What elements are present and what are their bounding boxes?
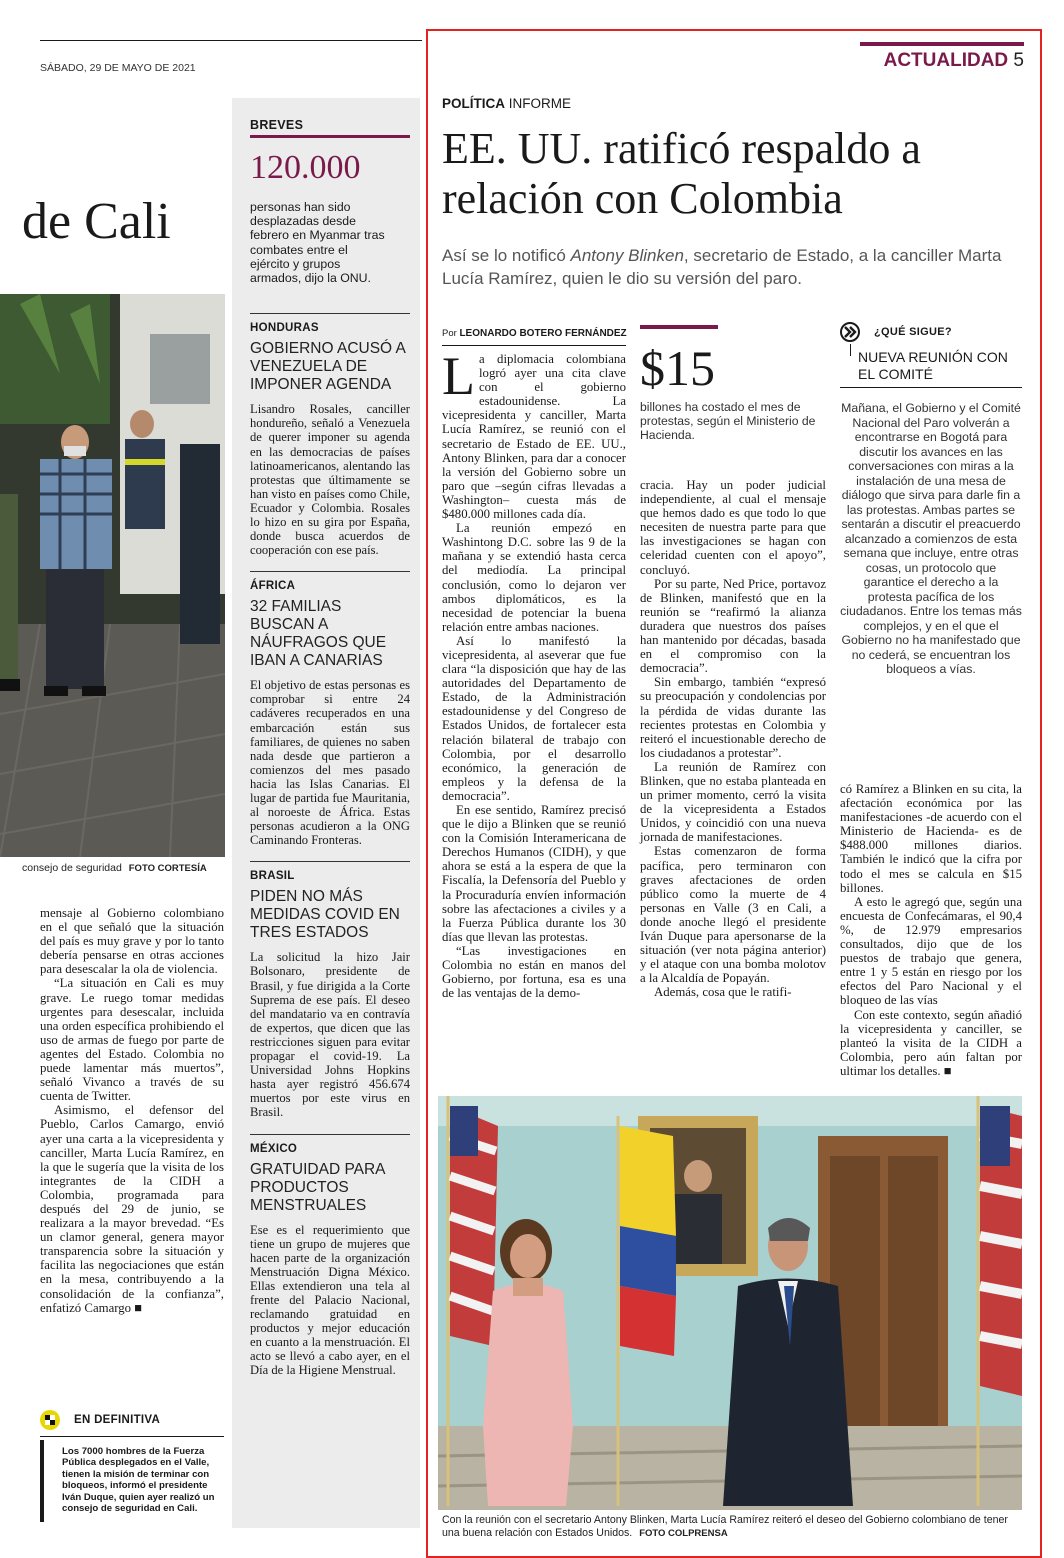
brief-title: GRATUIDAD PARA PRODUCTOS MENSTRUALES (250, 1160, 385, 1214)
breves-divider (250, 313, 410, 314)
left-photo (0, 294, 225, 857)
brief-title: PIDEN NO MÁS MEDIDAS COVID EN TRES ESTADOS (250, 888, 400, 942)
figure-value: $15 (640, 340, 715, 396)
brief-text: Ese es el requerimiento que tiene un grupo de mujeres que hacen parte de la organización Menstruación Digna México. Ellas extendieron una tela al frente del Palacio Nacional, reclamando gratuidad en productos y mejor educación en cuanto a la menstruación. El acto se llevó a cabo ayer, en el Día de la Higiene Menstrual. (250, 1222, 410, 1378)
left-headline: de Cali (22, 193, 171, 250)
left-photo-caption (22, 862, 207, 874)
breves-divider (250, 1134, 410, 1135)
page-number: 5 (1013, 50, 1024, 71)
breves-divider (250, 861, 410, 862)
main-caption-text: Con la reunión con el secretario Antony Blinken, Marta Lucía Ramírez reiteró el deseo del Gobierno colombiano de tener una buena relación con Estados Unidos. (442, 1514, 1008, 1539)
brief-text: El objetivo de estas personas es comprobar si entre 24 cadáveres recuperados en una embarcación están sus familiares, de quienes no saben nada desde que partieron a comienzos del mes pasado hacia las Islas Canarias. El lugar de partida fue Mauritania, al noroeste de África. Estas personas acudieron a la ONG Caminando Fronteras. (250, 678, 410, 848)
subhead-pre: Así se lo notificó (442, 246, 571, 265)
main-photo-caption (442, 1514, 1022, 1540)
que-sigue-label: ¿QUÉ SIGUE? (874, 326, 952, 338)
left-paragraph: “La situación en Cali es muy grave. Le ruego tomar medidas urgentes para desescalar, incluida una orden específica prohibiendo el uso de armas de fuego por parte de agentes del Estado. Colombia no puede lamentar más muertos”, señaló Vivanco a través de su cuenta de Twitter. (40, 976, 224, 1104)
section-name: ACTUALIDAD (883, 50, 1009, 71)
brief-country: MÉXICO (250, 1142, 298, 1155)
article-paragraph: La reunión empezó en Washintong D.C. sobre las 9 de la mañana y se extendió hasta cerca del mediodía. La principal conclusión, como lo dejaron ver ambos diplomáticos, es la necesidad de potenciar la buena relación entre ambas naciones. (442, 521, 626, 634)
fast-forward-icon (840, 322, 860, 342)
article-paragraph: Estas comenzaron de forma pacífica, pero terminaron con graves afectaciones de orden público como la muerte de 4 personas en Valle (3 en Cali, a donde anoche llegó el presidente Iván Duque para apersonarse de la situación (ver nota página anterior) y el ataque con una bomba molotov a la Alcaldía de Popayán. (640, 844, 826, 986)
section-bar (860, 42, 1024, 46)
section-header (860, 50, 1024, 72)
article-paragraph: cracia. Hay un poder judicial independiente, al cual el mensaje que hemos dado es que todo lo que necesiten de nuestra parte para que las investigaciones se hagan con celeridad cuenten con el apoyo”, concluyó. (640, 478, 826, 577)
breves-figure-text: personas han sido desplazadas desde febrero en Myanmar tras combates entre el ejército y grupos armados, dijo la ONU. (250, 200, 385, 286)
que-sigue-title: NUEVA REUNIÓN CON EL COMITÉ (858, 349, 1008, 382)
breves-rule (250, 135, 410, 138)
top-rule (40, 40, 422, 41)
article-paragraph: có Ramírez a Blinken en su cita, la afectación económica por las manifestaciones -de acuerdo con el Ministerio de Hacienda- es de $488.000 millones diarios. También le indicó que la cifra por todo el mes se calcula en $15 billones. (840, 782, 1022, 895)
article-paragraph: La reunión de Ramírez con Blinken, que no estaba planteada en un primer momento, cerró la visita de la vicepresidenta a Estados Unidos, y coincidió con una nueva jornada de manifestaciones. (640, 759, 826, 845)
en-definitiva-rule (40, 1436, 224, 1437)
que-sigue-rule (840, 387, 1022, 388)
que-sigue-text: Mañana, el Gobierno y el Comité Nacional del Paro volverán a encontrarse en Bogotá para discutir los avances en las conversaciones con miras a la instalación de una mesa de diálogo que sirva para darle fin a las protestas. Ambas partes se sentarán a discutir el preacuerdo alcanzado a comienzos de esta semana que incluye, entre otras cosas, un protocolo que garantice el derecho a la protesta pacífica de los ciudadanos. Entre los temas más complejos, y en el que el Gobierno no ha manifestado que no cederá, se encuentran los bloqueos a vías. (840, 401, 1022, 676)
brief-country: HONDURAS (250, 322, 319, 335)
article-col3 (840, 782, 1022, 1078)
page-date: SÁBADO, 29 DE MAYO DE 2021 (40, 62, 196, 74)
main-photo-illustration (438, 1096, 1022, 1510)
main-photo-credit: FOTO COLPRENSA (639, 1528, 728, 1539)
byline-prefix: Por (442, 328, 457, 339)
article-col1 (442, 346, 626, 1001)
article-paragraph: Por su parte, Ned Price, portavoz de Blinken, manifestó que en la reunión se “reafirmó la alianza duradera que nuestros dos países han mantenido por décadas, basada en el compromiso con la democracia”. (640, 576, 826, 676)
article-paragraph: “Las investigaciones en Colombia no están en manos del Gobierno, por fortuna, esa es una de las ventajas de la demo- (442, 943, 626, 1001)
brief-text: La solicitud la hizo Jair Bolsonaro, presidente de Brasil, y fue dirigida a la Corte Suprema de ese país. El deseo del mandatario va en contravía de expertos, que dicen que las restricciones siguen para evitar propagar el covid-19. La Universidad Johns Hopkins hasta ayer registró 456.674 muertos por este virus en Brasil. (250, 950, 410, 1120)
byline-name: LEONARDO BOTERO FERNÁNDEZ (459, 328, 627, 339)
breves-label: BREVES (250, 118, 304, 132)
left-paragraph: Asimismo, el defensor del Pueblo, Carlos Camargo, envió ayer una carta a la vicepresidenta y canciller, Marta Lucía Ramírez, en la que le sugería que la visita de los integrantes de la CIDH a Colombia, programada para después del 29 de junio, se realizara a la mayor brevedad. “Es un clamor general, genera mayor transparencia sobre la situación y facilita las negociaciones que están en la mesa, contribuyendo a la consolidación de la confianza”, enfatizó Camargo ■ (40, 1103, 224, 1315)
main-photo (438, 1096, 1022, 1510)
article-headline: EE. UU. ratificó respaldo a relación con Colombia (442, 124, 921, 223)
brief-title: 32 FAMILIAS BUSCAN A NÁUFRAGOS QUE IBAN A CANARIAS (250, 598, 387, 670)
article-paragraph: Así lo manifestó la vicepresidenta, al aseverar que fue clara “la disposición que hay de las autoridades del Departamento de Estado, de la Administración estadounidense y del Congreso de Estados Unidos, de fortalecer esta relación bilateral de trabajo con Colombia, por el desarrollo económico, la generación de empleos y la defensa de la democracia”. (442, 633, 626, 803)
article-section-tag (442, 96, 571, 111)
brief-text: Lisandro Rosales, canciller hondureño, señaló a Venezuela de querer imponer su agenda en las democracias de países latinoamericanos, alentando las protestas que últimamente se han visto en países como Chile, Ecuador y Colombia. Rosales lo hizo en su gira por España, donde busca acuerdos de cooperación con ese país. (250, 402, 410, 558)
figure-text: billones ha costado el mes de protestas, según el Ministerio de Hacienda. (640, 400, 816, 443)
article-col2 (640, 478, 826, 999)
subhead-post: , secretario de Estado, a la canciller Marta Lucía Ramírez, quien le dio su versión del paro. (442, 246, 1002, 288)
article-paragraph: Además, cosa que le ratifi- (654, 985, 792, 1000)
figure-bar (640, 325, 718, 329)
breves-divider (250, 571, 410, 572)
checkered-flag-icon (40, 1410, 60, 1430)
brief-country: BRASIL (250, 870, 295, 883)
breves-column (250, 98, 410, 1378)
brief-title: GOBIERNO ACUSÓ A VENEZUELA DE IMPONER AGENDA (250, 340, 406, 394)
left-article-body (40, 906, 224, 1315)
article-paragraph: En ese sentido, Ramírez precisó que le dijo a Blinken que se reunió con la Comisión Interamericana de Derechos Humanos (CIDH), y que ahora se está a la espera de que la Fiscalía, la Defensoría del Pueblo y la Procuraduría envíen información sobre las afectaciones a civiles y a la Fuerza Pública durante los 30 días que llevan las protestas. (442, 803, 626, 944)
subhead-name: Antony Blinken (570, 246, 684, 265)
byline (442, 328, 627, 339)
en-definitiva-text: Los 7000 hombres de la Fuerza Pública desplegados en el Valle, tienen la misión de terminar con bloqueos, informó el presidente Iván Duque, quien ayer realizó un consejo de seguridad en Cali. (62, 1446, 215, 1515)
en-definitiva-label: EN DEFINITIVA (74, 1414, 161, 1426)
article-paragraph: Sin embargo, también “expresó su preocupación y condolencias por la pérdida de vidas durante las recientes protestas en Colombia y reiteró el incuestionable derecho de los ciudadanos a protestar”. (640, 675, 826, 760)
que-sigue-connector (850, 344, 851, 356)
left-photo-illustration (0, 294, 225, 857)
article-paragraph: a diplomacia colombiana logró ayer una cita clave con el gobierno estadounidense. La vicepresidenta y canciller, Marta Lucía Ramírez, se reunió con el secretario de Estado de EE. UU., Antony Blinken, para dar a conocer la versión del Gobierno sobre un paro que –según cifras llevadas a Washington– cuesta más de $480.000 millones cada día. (442, 352, 626, 522)
en-definitiva-side-bar (40, 1440, 44, 1522)
dropcap: L (442, 346, 475, 406)
breves-figure: 120.000 (250, 149, 361, 186)
section-tag-light: INFORME (508, 96, 572, 111)
left-photo-credit: FOTO CORTESÍA (128, 863, 207, 874)
brief-country: ÁFRICA (250, 580, 296, 593)
article-subhead (442, 244, 1032, 290)
article-paragraph: Con este contexto, según añadió la vicepresidenta y canciller, se planteó la visita de la CIDH a Colombia, pero aún faltan por ultimar los detalles. ■ (840, 1007, 1022, 1078)
left-caption-text: consejo de seguridad (22, 862, 122, 874)
left-paragraph: mensaje al Gobierno colombiano en el que señaló que la situación del país es muy grave y por lo tanto debería pensarse en otras acciones para desescalar la ola de violencia. (40, 906, 224, 977)
en-definitiva-box (40, 1410, 224, 1515)
que-sigue-box (840, 322, 1022, 677)
article-paragraph: A esto le agregó que, según una encuesta de Confecámaras, el 90,4 %, de 12.979 empresarios consultados, dijo que de los puestos de trabajo que genera, entre 1 y 5 están en riesgo por los efectos del Paro Nacional y el bloqueo de las vías (840, 894, 1022, 1008)
section-tag-bold: POLÍTICA (442, 96, 505, 111)
